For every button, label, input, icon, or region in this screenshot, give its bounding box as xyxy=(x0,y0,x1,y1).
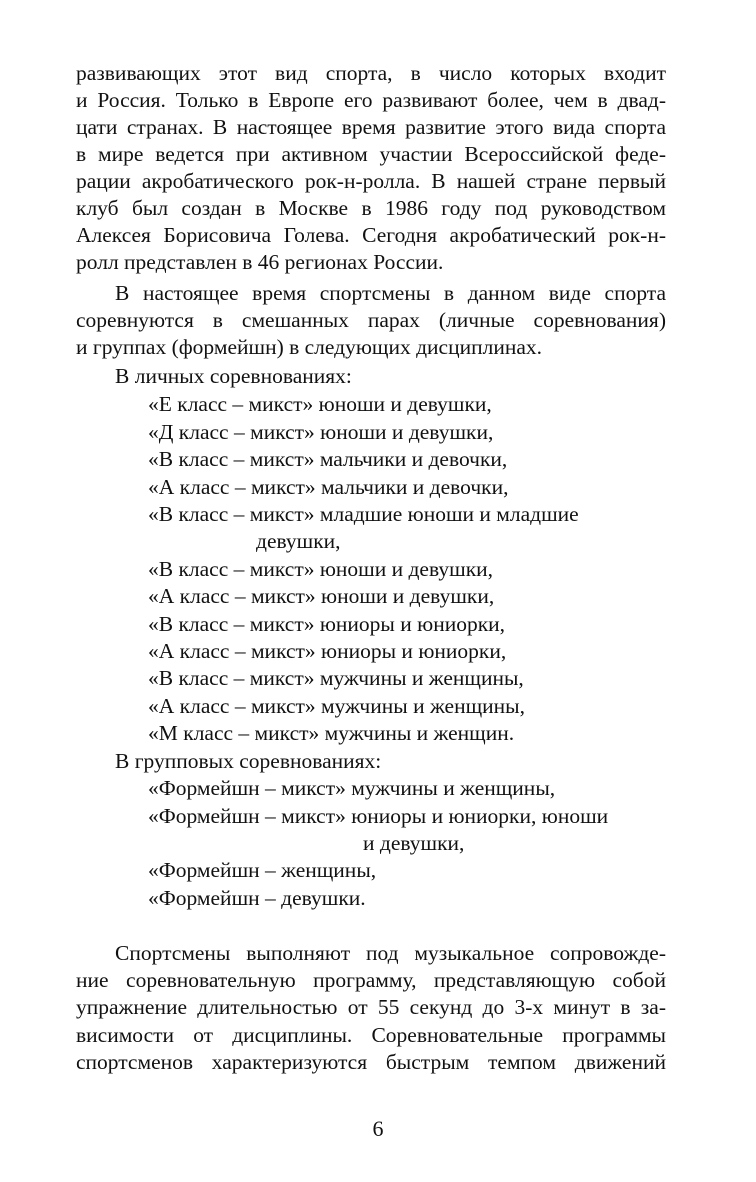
paragraph-2-line: соревнуются в смешанных парах (личные соревнования) xyxy=(76,308,666,332)
list-item: «А класс – микст» юноши и девушки, xyxy=(148,584,495,608)
list-item-continuation: девушки, xyxy=(256,529,341,553)
list-item: «Формейшн – микст» мужчины и женщины, xyxy=(148,776,556,800)
list-item: «В класс – микст» младшие юноши и младшие xyxy=(148,502,579,526)
paragraph-1-line: в мире ведется при активном участии Всероссийской феде- xyxy=(76,142,666,166)
individual-heading: В личных соревнованиях: xyxy=(115,364,352,388)
paragraph-3-line: висимости от дисциплины. Соревновательные программы xyxy=(76,1023,666,1047)
paragraph-1-line: ролл представлен в 46 регионах России. xyxy=(76,250,444,274)
list-item: «М класс – микст» мужчины и женщин. xyxy=(148,721,515,745)
paragraph-1-line: развивающих этот вид спорта, в число которых входит xyxy=(76,61,666,85)
paragraph-3-line: Спортсмены выполняют под музыкальное сопровожде- xyxy=(115,941,666,965)
list-item: «В класс – микст» юноши и девушки, xyxy=(148,557,494,581)
list-item: «В класс – микст» юниоры и юниорки, xyxy=(148,612,506,636)
paragraph-1-line: цати странах. В настоящее время развитие этого вида спорта xyxy=(76,115,666,139)
list-item: «Е класс – микст» юноши и девушки, xyxy=(148,392,492,416)
list-item: «Формейшн – девушки. xyxy=(148,886,366,910)
list-item-continuation: и девушки, xyxy=(363,831,465,855)
list-item: «В класс – микст» мальчики и девочки, xyxy=(148,447,508,471)
paragraph-1-line: клуб был создан в Москве в 1986 году под руководством xyxy=(76,196,666,220)
list-item: «Д класс – микст» юноши и девушки, xyxy=(148,420,494,444)
group-heading: В групповых соревнованиях: xyxy=(115,749,382,773)
paragraph-2-line: В настоящее время спортсмены в данном виде спорта xyxy=(115,281,666,305)
list-item: «А класс – микст» мужчины и женщины, xyxy=(148,694,525,718)
list-item: «А класс – микст» юниоры и юниорки, xyxy=(148,639,507,663)
paragraph-1-line: рации акробатического рок-н-ролла. В нашей стране первый xyxy=(76,169,666,193)
paragraph-1-line: Алексея Борисовича Голева. Сегодня акробатический рок-н- xyxy=(76,223,666,247)
list-item: «А класс – микст» мальчики и девочки, xyxy=(148,475,509,499)
paragraph-1-line: и Россия. Только в Европе его развивают более, чем в двад- xyxy=(76,88,666,112)
list-item: «Формейшн – микст» юниоры и юниорки, юноши xyxy=(148,804,609,828)
list-item: «Формейшн – женщины, xyxy=(148,858,377,882)
list-item: «В класс – микст» мужчины и женщины, xyxy=(148,666,524,690)
paragraph-3-line: ние соревновательную программу, представляющую собой xyxy=(76,968,666,992)
page-number: 6 xyxy=(372,1116,384,1141)
paragraph-3-line: упражнение длительностью от 55 секунд до 3-х минут в за- xyxy=(76,995,666,1019)
paragraph-2-line: и группах (формейшн) в следующих дисциплинах. xyxy=(76,335,543,359)
paragraph-3-line: спортсменов характеризуются быстрым темпом движений xyxy=(76,1050,666,1074)
